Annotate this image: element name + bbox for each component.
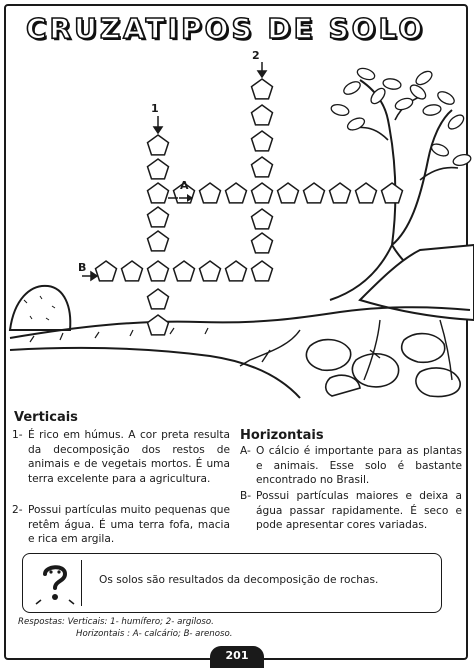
crossword-cell[interactable] (122, 261, 143, 281)
crossword-cell[interactable] (304, 183, 325, 203)
clue-horizontal-A (240, 444, 462, 488)
word-vertical-1 (148, 135, 169, 335)
page-title: CRUZATIPOS DE SOLO (26, 12, 426, 45)
word-vertical-2 (252, 79, 273, 253)
crossword-cell[interactable] (148, 289, 169, 309)
crossword-cell[interactable] (252, 233, 273, 253)
crossword-cell[interactable] (252, 79, 273, 99)
crossword-cell[interactable] (148, 231, 169, 251)
crossword-cell[interactable] (226, 261, 247, 281)
crossword-cell[interactable] (252, 261, 273, 281)
clue-vertical-2 (12, 503, 230, 547)
clue-number: B- (240, 490, 252, 502)
word-horizontal-B (96, 261, 273, 281)
marker-vertical-2: 2 (252, 49, 260, 62)
clue-number: 2- (12, 504, 23, 516)
crossword-cell[interactable] (148, 315, 169, 335)
answers-line-1: Respostas: Verticais: 1- humífero; 2- argiloso. (18, 617, 214, 627)
crossword-cell[interactable] (96, 261, 117, 281)
clue-vertical-1 (12, 428, 230, 486)
clue-text: Possui partículas maiores e deixa a água passar rapidamente. É seco e pode apresentar cores variadas. (256, 490, 462, 532)
tip-box (22, 553, 442, 613)
marker-horizontal-B: B (78, 261, 87, 274)
tip-icon-frame (29, 560, 82, 606)
crossword-cell[interactable] (252, 183, 273, 203)
crossword-cell[interactable] (252, 209, 273, 229)
question-mark-character-icon (29, 560, 81, 606)
marker-vertical-1: 1 (151, 102, 159, 115)
crossword-cell[interactable] (148, 159, 169, 179)
crossword-cell[interactable] (278, 183, 299, 203)
clue-number: A- (240, 445, 251, 457)
crossword-cell[interactable] (252, 157, 273, 177)
clue-number: 1- (12, 429, 23, 441)
verticals-heading: Verticais (14, 410, 78, 425)
crossword-cell[interactable] (148, 135, 169, 155)
crossword-cell[interactable] (148, 207, 169, 227)
crossword-cell[interactable] (148, 261, 169, 281)
crossword-cell[interactable] (174, 261, 195, 281)
page-number: 201 (225, 649, 249, 662)
answers (18, 616, 232, 640)
word-horizontal-A (174, 183, 403, 203)
crossword-cell[interactable] (200, 183, 221, 203)
crossword-cell[interactable] (200, 261, 221, 281)
marker-horizontal-A: A (180, 179, 189, 192)
clue-horizontal-B (240, 489, 462, 533)
clue-arrows (82, 62, 266, 280)
clue-text: É rico em húmus. A cor preta resulta da decomposição dos restos de animais e de vegetais mortos. É uma terra excelente para a agricultura. (28, 429, 230, 485)
crossword-cell[interactable] (148, 183, 169, 203)
crossword-cell[interactable] (330, 183, 351, 203)
crossword-cell[interactable] (252, 131, 273, 151)
crossword-cell[interactable] (356, 183, 377, 203)
crossword-cell[interactable] (382, 183, 403, 203)
crossword-cell[interactable] (226, 183, 247, 203)
arrow-right-icon (178, 193, 194, 203)
horizontals-heading: Horizontais (240, 428, 324, 443)
answers-line-2: Horizontais : A- calcário; B- arenoso. (76, 629, 233, 639)
tip-text: Os solos são resultados da decomposição de rochas. (99, 574, 379, 586)
crossword-cell[interactable] (252, 105, 273, 125)
clue-text: Possui partículas muito pequenas que retêm água. É uma terra fofa, macia e rica em argila. (28, 504, 230, 546)
clue-text: O cálcio é importante para as plantas e animais. Esse solo é bastante encontrado no Brasil. (256, 445, 462, 487)
